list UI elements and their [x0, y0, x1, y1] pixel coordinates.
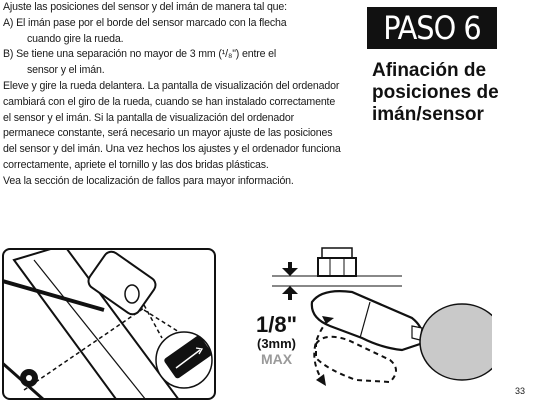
step-title: Afinación de posiciones de imán/sensor — [372, 60, 499, 125]
gap-millimeters: (3mm) — [257, 336, 297, 351]
item-a-continuation: cuando gire la rueda. — [27, 32, 124, 45]
gap-fraction: 1/8" — [256, 312, 298, 337]
sensor-fork-drawing — [4, 250, 216, 400]
gap-max: MAX — [260, 351, 293, 367]
item-b-line: B) Se tiene una separación no mayor de 3 mm (¹/₈") entre el — [3, 48, 277, 61]
page-number: 33 — [515, 386, 526, 396]
item-a-line: A) El imán pase por el borde del sensor marcado con la flecha — [3, 16, 287, 29]
item-b-continuation: sensor y el imán. — [27, 64, 105, 77]
gap-label — [256, 314, 297, 367]
step-badge: PASO 6 — [367, 7, 497, 49]
intro-line: Ajuste las posiciones del sensor y del imán de manera tal que: — [3, 1, 287, 13]
paragraph-troubleshooting: Vea la sección de localización de fallos para mayor información. — [3, 174, 294, 187]
instructions-text — [3, 0, 341, 190]
paragraph-rotate-wheel: Eleve y gire la rueda delantera. La pantalla de visualización del ordenador cambiará con el giro de la rueda, cuando se han instalado correctamente el sensor y el imán. Si la pantalla de visualización del ordenador permanece constante, será necesario un mayor ajuste de las posiciones del sensor y del imán. Una vez hechos los ajustes y el ordenador funciona correctamente, apriete el tornillo y las dos bridas plásticas. — [3, 79, 341, 171]
sensor-fork-illustration — [2, 248, 216, 400]
